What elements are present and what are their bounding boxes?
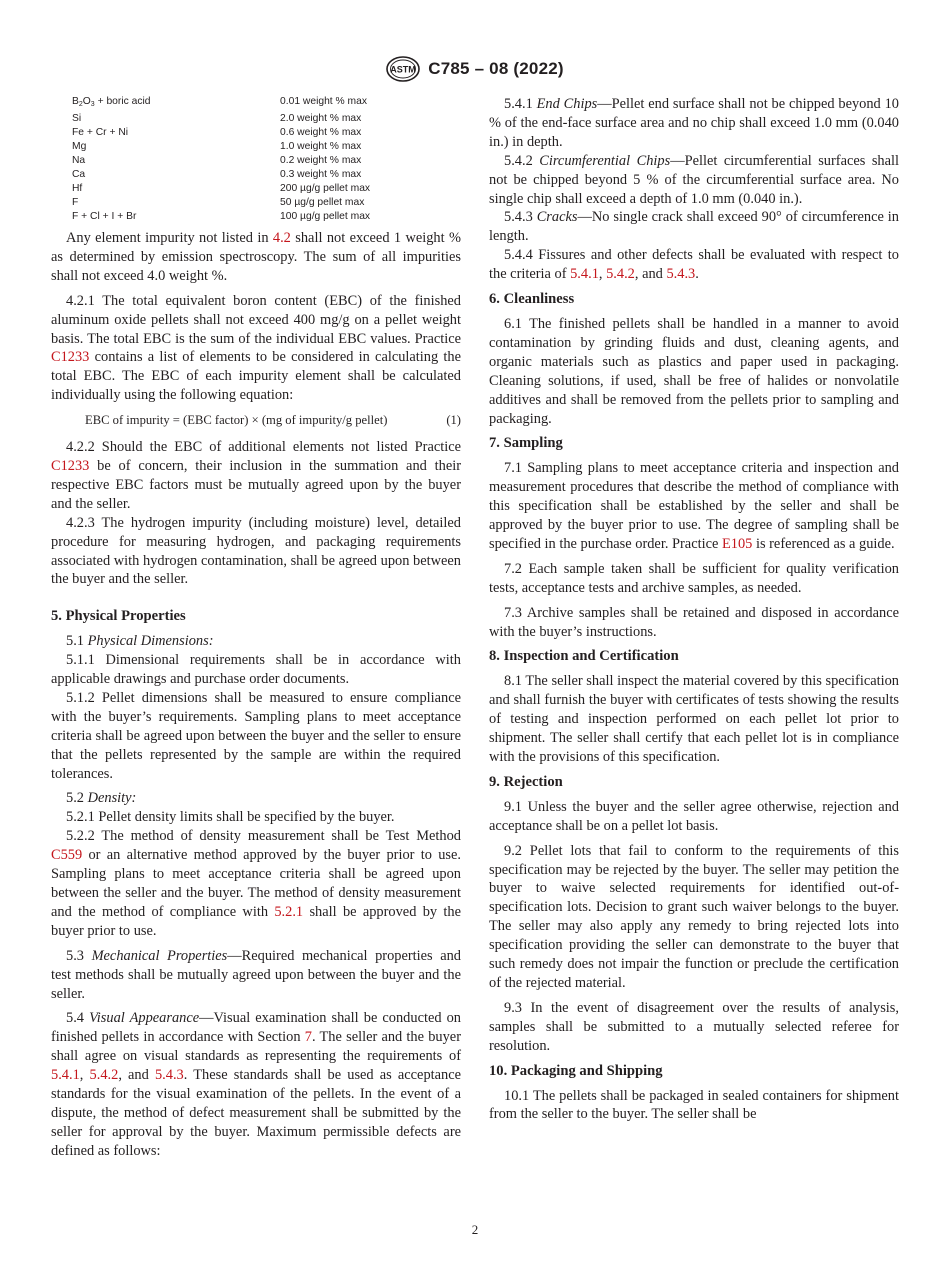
paragraph-5-1: 5.1 Physical Dimensions: bbox=[66, 633, 214, 650]
impurity-element: Na bbox=[72, 155, 86, 166]
link-c1233[interactable]: C1233 bbox=[51, 349, 90, 366]
impurity-row bbox=[72, 126, 370, 140]
impurity-row bbox=[72, 112, 370, 126]
paragraph-8-1: 8.1 The seller shall inspect the material covered by this specification and shall furnish the buyer with certificates of tests showing the results of testing and inspection performed on each pellet lot prior to shipment. The seller shall certify that each pellet lot is in compliance with the provisions of this specification. bbox=[489, 673, 899, 765]
paragraph-9-2: 9.2 Pellet lots that fail to conform to the requirements of this specification may be rejected by the buyer. The seller may petition the buyer to waive selected requirements for identified out-of-specification lots. Decision to grant such waiver belongs to the buyer. The seller may also apply any remedy to bring rejected lots into specification providing the seller can demonstrate to the buyer that such remedy does not impair the function or preclude the certification of the rejected material. bbox=[489, 842, 899, 991]
paragraph-5-2: 5.2 Density: bbox=[66, 790, 137, 807]
link-5-4-3[interactable]: 5.4.3 bbox=[666, 266, 696, 283]
link-5-4-1[interactable]: 5.4.1 bbox=[570, 266, 599, 283]
heading-section-10: 10. Packaging and Shipping bbox=[489, 1062, 663, 1079]
paragraph-5-1-1: 5.1.1 Dimensional requirements shall be in accordance with applicable drawings and purchase order documents. bbox=[51, 652, 461, 688]
paragraph-4-2-1: 4.2.1 The total equivalent boron content (EBC) of the finished aluminum oxide pellets shall not exceed 400 mg/g on a pellet weight basis. The total EBC is the sum of the individual EBC values. Practice C1233 contains a list of elements to be considered in calculating the total EBC. The EBC of each impurity element shall be calculated individually using the following equation: bbox=[51, 292, 461, 404]
equation-1: EBC of impurity = (EBC factor) × (mg of impurity/g pellet) (1) bbox=[51, 411, 461, 430]
paragraph-4-2-3: 4.2.3 The hydrogen impurity (including moisture) level, detailed procedure for measuring hydrogen, and packaging requirements associated with hydrogen contamination, shall be agreed upon between the buyer and the seller. bbox=[51, 514, 461, 588]
heading-section-5: 5. Physical Properties bbox=[51, 608, 186, 625]
impurity-element: Hf bbox=[72, 183, 83, 194]
paragraph-5-2-2: 5.2.2 The method of density measurement shall be Test Method C559 or an alternative method approved by the buyer prior to use. Sampling plans to meet acceptance criteria shall be agreed upon between the seller and the buyer. The method of density measurement and the method of compliance with 5.2.1 shall be approved by the buyer prior to use. bbox=[51, 828, 461, 939]
impurity-limit: 2.0 weight % max bbox=[280, 113, 362, 124]
heading-section-9: 9. Rejection bbox=[489, 773, 563, 790]
heading-section-8: 8. Inspection and Certification bbox=[489, 648, 679, 665]
link-c559[interactable]: C559 bbox=[51, 847, 83, 864]
impurity-element: Mg bbox=[72, 141, 87, 152]
link-section-7[interactable]: 7 bbox=[304, 1029, 312, 1046]
paragraph-5-4: 5.4 Visual Appearance—Visual examination shall be conducted on finished pellets in accordance with Section 7. The seller and the buyer shall agree on visual standards as representing the requirements of 5.4.1, 5.4.2, and 5.4.3. These standards shall be used as acceptance standards for the visual examination of the pellets. In the event of a dispute, the method of defect measurement shall be submitted by the seller for approval by the buyer. Maximum permissible defects are defined as follows: bbox=[51, 1010, 461, 1159]
impurity-element: F + Cl + I + Br bbox=[72, 211, 137, 222]
impurity-row bbox=[72, 196, 370, 210]
link-e105[interactable]: E105 bbox=[721, 535, 753, 552]
link-section-5-4-2[interactable]: 5.4.2 bbox=[89, 1067, 119, 1084]
paragraph-7-3: 7.3 Archive samples shall be retained and disposed in accordance with the buyer’s instructions. bbox=[489, 604, 899, 640]
paragraph-5-4-4: 5.4.4 Fissures and other defects shall be evaluated with respect to the criteria of 5.4.1, 5.4.2, and 5.4.3. bbox=[489, 247, 899, 283]
link-section-4-2[interactable]: 4.2 bbox=[272, 230, 291, 246]
impurity-limit: 200 µg/g pellet max bbox=[280, 183, 371, 194]
paragraph-10-1: 10.1 The pellets shall be packaged in sealed containers for shipment from the seller to the buyer. The seller shall be bbox=[489, 1087, 899, 1123]
link-section-5-4-1[interactable]: 5.4.1 bbox=[51, 1067, 80, 1084]
svg-text:ASTM: ASTM bbox=[390, 64, 416, 75]
impurity-row bbox=[72, 210, 370, 224]
heading-section-6: 6. Cleanliness bbox=[489, 291, 575, 308]
document-designation: C785 – 08 (2022) bbox=[428, 59, 564, 78]
impurity-row bbox=[72, 182, 370, 196]
link-5-4-2[interactable]: 5.4.2 bbox=[606, 266, 635, 283]
left-column bbox=[51, 95, 461, 1161]
paragraph-5-4-2: 5.4.2 Circumferential Chips—Pellet circumferential surfaces shall not be chipped beyond 5 % of the circumferential surface area. No single chip shall exceed a depth of 1.0 mm (0.040 in.). bbox=[489, 152, 900, 207]
paragraph-9-3: 9.3 In the event of disagreement over the results of analysis, samples shall be submitted to a mutually selected referee for resolution. bbox=[489, 999, 899, 1054]
equation-number: (1) bbox=[446, 413, 461, 428]
paragraph-5-2-1: 5.2.1 Pellet density limits shall be specified by the buyer. bbox=[66, 809, 395, 826]
paragraph-7-1: 7.1 Sampling plans to meet acceptance criteria and inspection and measurement procedures that describe the method of compliance with this specification shall be established by the seller and shall be approved by the buyer prior to use. The degree of sampling shall be specified in the purchase order. Practice E105 is referenced as a guide. bbox=[489, 460, 899, 552]
impurity-limit: 0.2 weight % max bbox=[280, 155, 362, 166]
link-section-5-4-3[interactable]: 5.4.3 bbox=[154, 1067, 184, 1084]
impurity-element: Si bbox=[72, 113, 82, 124]
impurity-limit: 1.0 weight % max bbox=[280, 141, 362, 152]
impurity-row bbox=[72, 168, 370, 182]
impurity-limit: 100 µg/g pellet max bbox=[280, 211, 371, 222]
paragraph-7-2: 7.2 Each sample taken shall be sufficient for quality verification tests, acceptance tests and archive samples, as needed. bbox=[489, 560, 899, 596]
impurity-row bbox=[72, 154, 370, 168]
astm-logo-icon bbox=[386, 56, 420, 82]
paragraph-impurity-general: Any element impurity not listed in 4.2 shall not exceed 1 weight % as determined by emission spectroscopy. The sum of all impurities shall not exceed 4.0 weight %. bbox=[51, 230, 461, 284]
paragraph-5-4-1: 5.4.1 End Chips—Pellet end surface shall not be chipped beyond 10 % of the end-face surface area and no chip shall exceed 1.0 mm (0.040 in.) in depth. bbox=[489, 96, 899, 150]
paragraph-9-1: 9.1 Unless the buyer and the seller agree otherwise, rejection and acceptance shall be on a pellet lot basis. bbox=[489, 798, 899, 834]
link-section-5-2-1[interactable]: 5.2.1 bbox=[274, 903, 304, 920]
link-c1233-2[interactable]: C1233 bbox=[51, 457, 90, 474]
impurity-limit: 0.01 weight % max bbox=[280, 96, 367, 107]
impurity-limits-table bbox=[72, 95, 370, 224]
heading-section-7: 7. Sampling bbox=[489, 435, 563, 452]
page-number: 2 bbox=[471, 1222, 479, 1237]
impurity-element: Ca bbox=[72, 169, 86, 180]
right-column bbox=[489, 95, 899, 1124]
paragraph-4-2-2: 4.2.2 Should the EBC of additional elements not listed Practice C1233 be of concern, their inclusion in the summation and their respective EBC factors must be mutually agreed upon by the buyer and the seller. bbox=[51, 439, 461, 512]
impurity-limit: 50 µg/g pellet max bbox=[280, 197, 365, 208]
impurity-element: F bbox=[72, 197, 79, 208]
impurity-element: Fe + Cr + Ni bbox=[72, 127, 129, 138]
impurity-element: $B_2O_3$ + boric acid bbox=[72, 96, 151, 108]
page-header bbox=[0, 56, 950, 82]
impurity-row bbox=[72, 95, 370, 112]
impurity-row bbox=[72, 140, 370, 154]
paragraph-6-1: 6.1 The finished pellets shall be handled in a manner to avoid contamination by grinding fluids and dust, cleaning agents, and organic materials such as plastics and paper used in packaging. Cleaning solutions, if used, shall be free of halides or nonvolatile additives and shall be removed from the pellets prior to sampling and packaging. bbox=[489, 315, 899, 427]
paragraph-5-1-2: 5.1.2 Pellet dimensions shall be measured to ensure compliance with the buyer’s requirements. Sampling plans to meet acceptance criteria shall be agreed upon between the buyer and the seller to ensure that the pellets represented by the sample are within the required tolerances. bbox=[51, 689, 461, 782]
paragraph-5-4-3: 5.4.3 Cracks—No single crack shall exceed 90° of circumference in length. bbox=[489, 209, 899, 245]
impurity-limit: 0.6 weight % max bbox=[280, 127, 362, 138]
impurity-limit: 0.3 weight % max bbox=[280, 169, 362, 180]
paragraph-5-3: 5.3 Mechanical Properties—Required mechanical properties and test methods shall be mutually agreed upon between the buyer and the seller. bbox=[51, 947, 461, 1002]
